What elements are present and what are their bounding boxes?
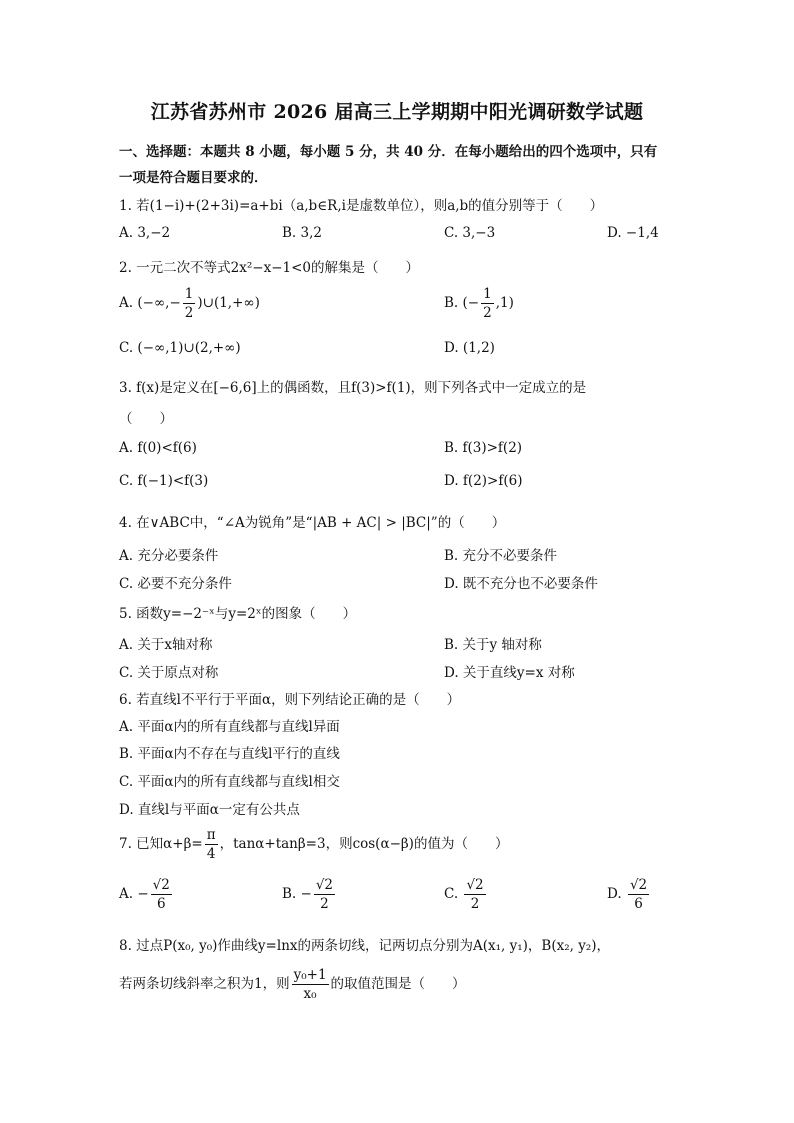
q3-option-d: D. f(2)>f(6) xyxy=(444,473,523,489)
q7-option-c-fraction xyxy=(464,876,485,913)
q7-option-b-sign: − xyxy=(300,886,312,902)
q2-option-c: C. (−∞,1)∪(2,+∞) xyxy=(119,340,241,356)
q6-option-c: C. 平面α内的所有直线都与直线l相交 xyxy=(119,774,340,790)
fraction-denominator: 2 xyxy=(470,896,480,912)
q8-stem-post: 的取值范围是（ ） xyxy=(330,976,466,992)
q7-option-a xyxy=(119,876,174,913)
q7-option-b-fraction xyxy=(314,876,335,913)
q6-stem: 6. 若直线l不平行于平面α，则下列结论正确的是（ ） xyxy=(119,692,461,708)
q2-option-b-label: B. xyxy=(444,295,459,311)
q5-option-b: B. 关于y 轴对称 xyxy=(444,637,542,653)
q1-stem: 1. 若(1−i)+(2+3i)=a+bi（a,b∈R,i是虚数单位），则a,b的值分别等于（ ） xyxy=(119,198,604,214)
fraction-numerator: √2 xyxy=(315,877,334,893)
q4-stem: 4. 在∨ABC中，“∠A为锐角”是“|AB + AC| > |BC|”的（ ） xyxy=(119,515,506,531)
fraction-denominator: 6 xyxy=(634,896,643,912)
q7-option-a-sign: − xyxy=(137,886,149,902)
q7-option-b-label: B. xyxy=(282,886,297,902)
fraction-numerator: 1 xyxy=(184,286,194,302)
q4-option-c: C. 必要不充分条件 xyxy=(119,576,232,592)
fraction-denominator: 2 xyxy=(184,305,194,321)
q3-option-a: A. f(0)<f(6) xyxy=(119,440,197,456)
q3-stem: 3. f(x)是定义在[−6,6]上的偶函数，且f(3)>f(1)，则下列各式中一定成立的是 xyxy=(119,380,587,396)
q8-stem-cont xyxy=(119,966,466,1003)
q1-option-c: C. 3,−3 xyxy=(444,225,496,241)
q1-option-a: A. 3,−2 xyxy=(119,225,171,241)
q5-option-c: C. 关于原点对称 xyxy=(119,665,219,681)
fraction-denominator: 2 xyxy=(320,896,329,912)
q2-option-a-label: A. xyxy=(119,295,134,311)
fraction-denominator: 4 xyxy=(206,846,216,862)
q7-option-a-label: A. xyxy=(119,886,134,902)
fraction-numerator: y₀+1 xyxy=(293,967,327,983)
q7-option-d-label: D. xyxy=(607,886,622,902)
q2-option-a xyxy=(119,285,260,322)
q2-option-a-pre: (−∞,− xyxy=(137,295,181,311)
fraction-numerator: √2 xyxy=(152,877,170,893)
q7-stem-fraction xyxy=(205,826,218,863)
q2-option-b-post: ,1) xyxy=(495,295,514,311)
q3-option-b: B. f(3)>f(2) xyxy=(444,440,523,456)
q3-stem-cont: （ ） xyxy=(119,411,173,427)
fraction-denominator: 6 xyxy=(156,896,166,912)
q4-option-a: A. 充分必要条件 xyxy=(119,548,219,564)
q7-option-b xyxy=(282,876,337,913)
q2-option-d: D. (1,2) xyxy=(444,340,495,356)
fraction-numerator: √2 xyxy=(466,877,484,893)
q7-stem xyxy=(119,826,508,863)
q7-stem-post: ，tanα+tanβ=3，则cos(α−β)的值为（ ） xyxy=(219,836,509,852)
q2-option-a-fraction xyxy=(183,285,196,322)
fraction-numerator: √2 xyxy=(629,877,648,893)
q7-option-c xyxy=(444,876,488,913)
q6-option-d: D. 直线l与平面α一定有公共点 xyxy=(119,802,300,818)
q1-option-d: D. −1,4 xyxy=(607,225,659,241)
q1-option-b: B. 3,2 xyxy=(282,225,322,241)
q5-option-a: A. 关于x轴对称 xyxy=(119,637,213,653)
fraction-denominator: x₀ xyxy=(303,986,317,1002)
q8-stem-pre: 若两条切线斜率之积为1，则 xyxy=(119,976,290,992)
q7-option-c-label: C. xyxy=(444,886,459,902)
section-heading-cont: 一项是符合题目要求的． xyxy=(119,170,268,186)
page-title: 江苏省苏州市 2026 届高三上学期期中阳光调研数学试题 xyxy=(150,101,644,123)
fraction-numerator: π xyxy=(206,827,216,843)
q6-option-a: A. 平面α内的所有直线都与直线l异面 xyxy=(119,719,340,735)
q5-option-d: D. 关于直线y=x 对称 xyxy=(444,665,575,681)
q2-option-a-post: )∪(1,+∞) xyxy=(197,295,260,311)
q4-option-b: B. 充分不必要条件 xyxy=(444,548,558,564)
q7-stem-pre: 7. 已知α+β= xyxy=(119,836,203,852)
q8-stem-fraction xyxy=(292,966,329,1003)
q7-option-d xyxy=(607,876,651,913)
q2-option-b-fraction xyxy=(481,285,494,322)
q4-option-d: D. 既不充分也不必要条件 xyxy=(444,576,598,592)
q2-option-b xyxy=(444,285,514,322)
fraction-numerator: 1 xyxy=(483,286,492,302)
q6-option-b: B. 平面α内不存在与直线l平行的直线 xyxy=(119,746,340,762)
q2-option-b-pre: (− xyxy=(462,295,480,311)
q3-option-c: C. f(−1)<f(3) xyxy=(119,473,209,489)
q7-option-d-fraction xyxy=(628,876,649,913)
section-heading: 一、选择题：本题共 8 小题，每小题 5 分，共 40 分．在每小题给出的四个选项中，只有 xyxy=(119,144,658,160)
q7-option-a-fraction xyxy=(151,876,172,913)
fraction-denominator: 2 xyxy=(483,305,492,321)
q2-stem: 2. 一元二次不等式2x²−x−1<0的解集是（ ） xyxy=(119,260,420,276)
q8-stem: 8. 过点P(x₀, y₀)作曲线y=lnx的两条切线，记两切点分别为A(x₁, y₁)，B(x₂, y₂)， xyxy=(119,938,611,954)
q5-stem: 5. 函数y=−2⁻ˣ与y=2ˣ的图象（ ） xyxy=(119,606,357,622)
